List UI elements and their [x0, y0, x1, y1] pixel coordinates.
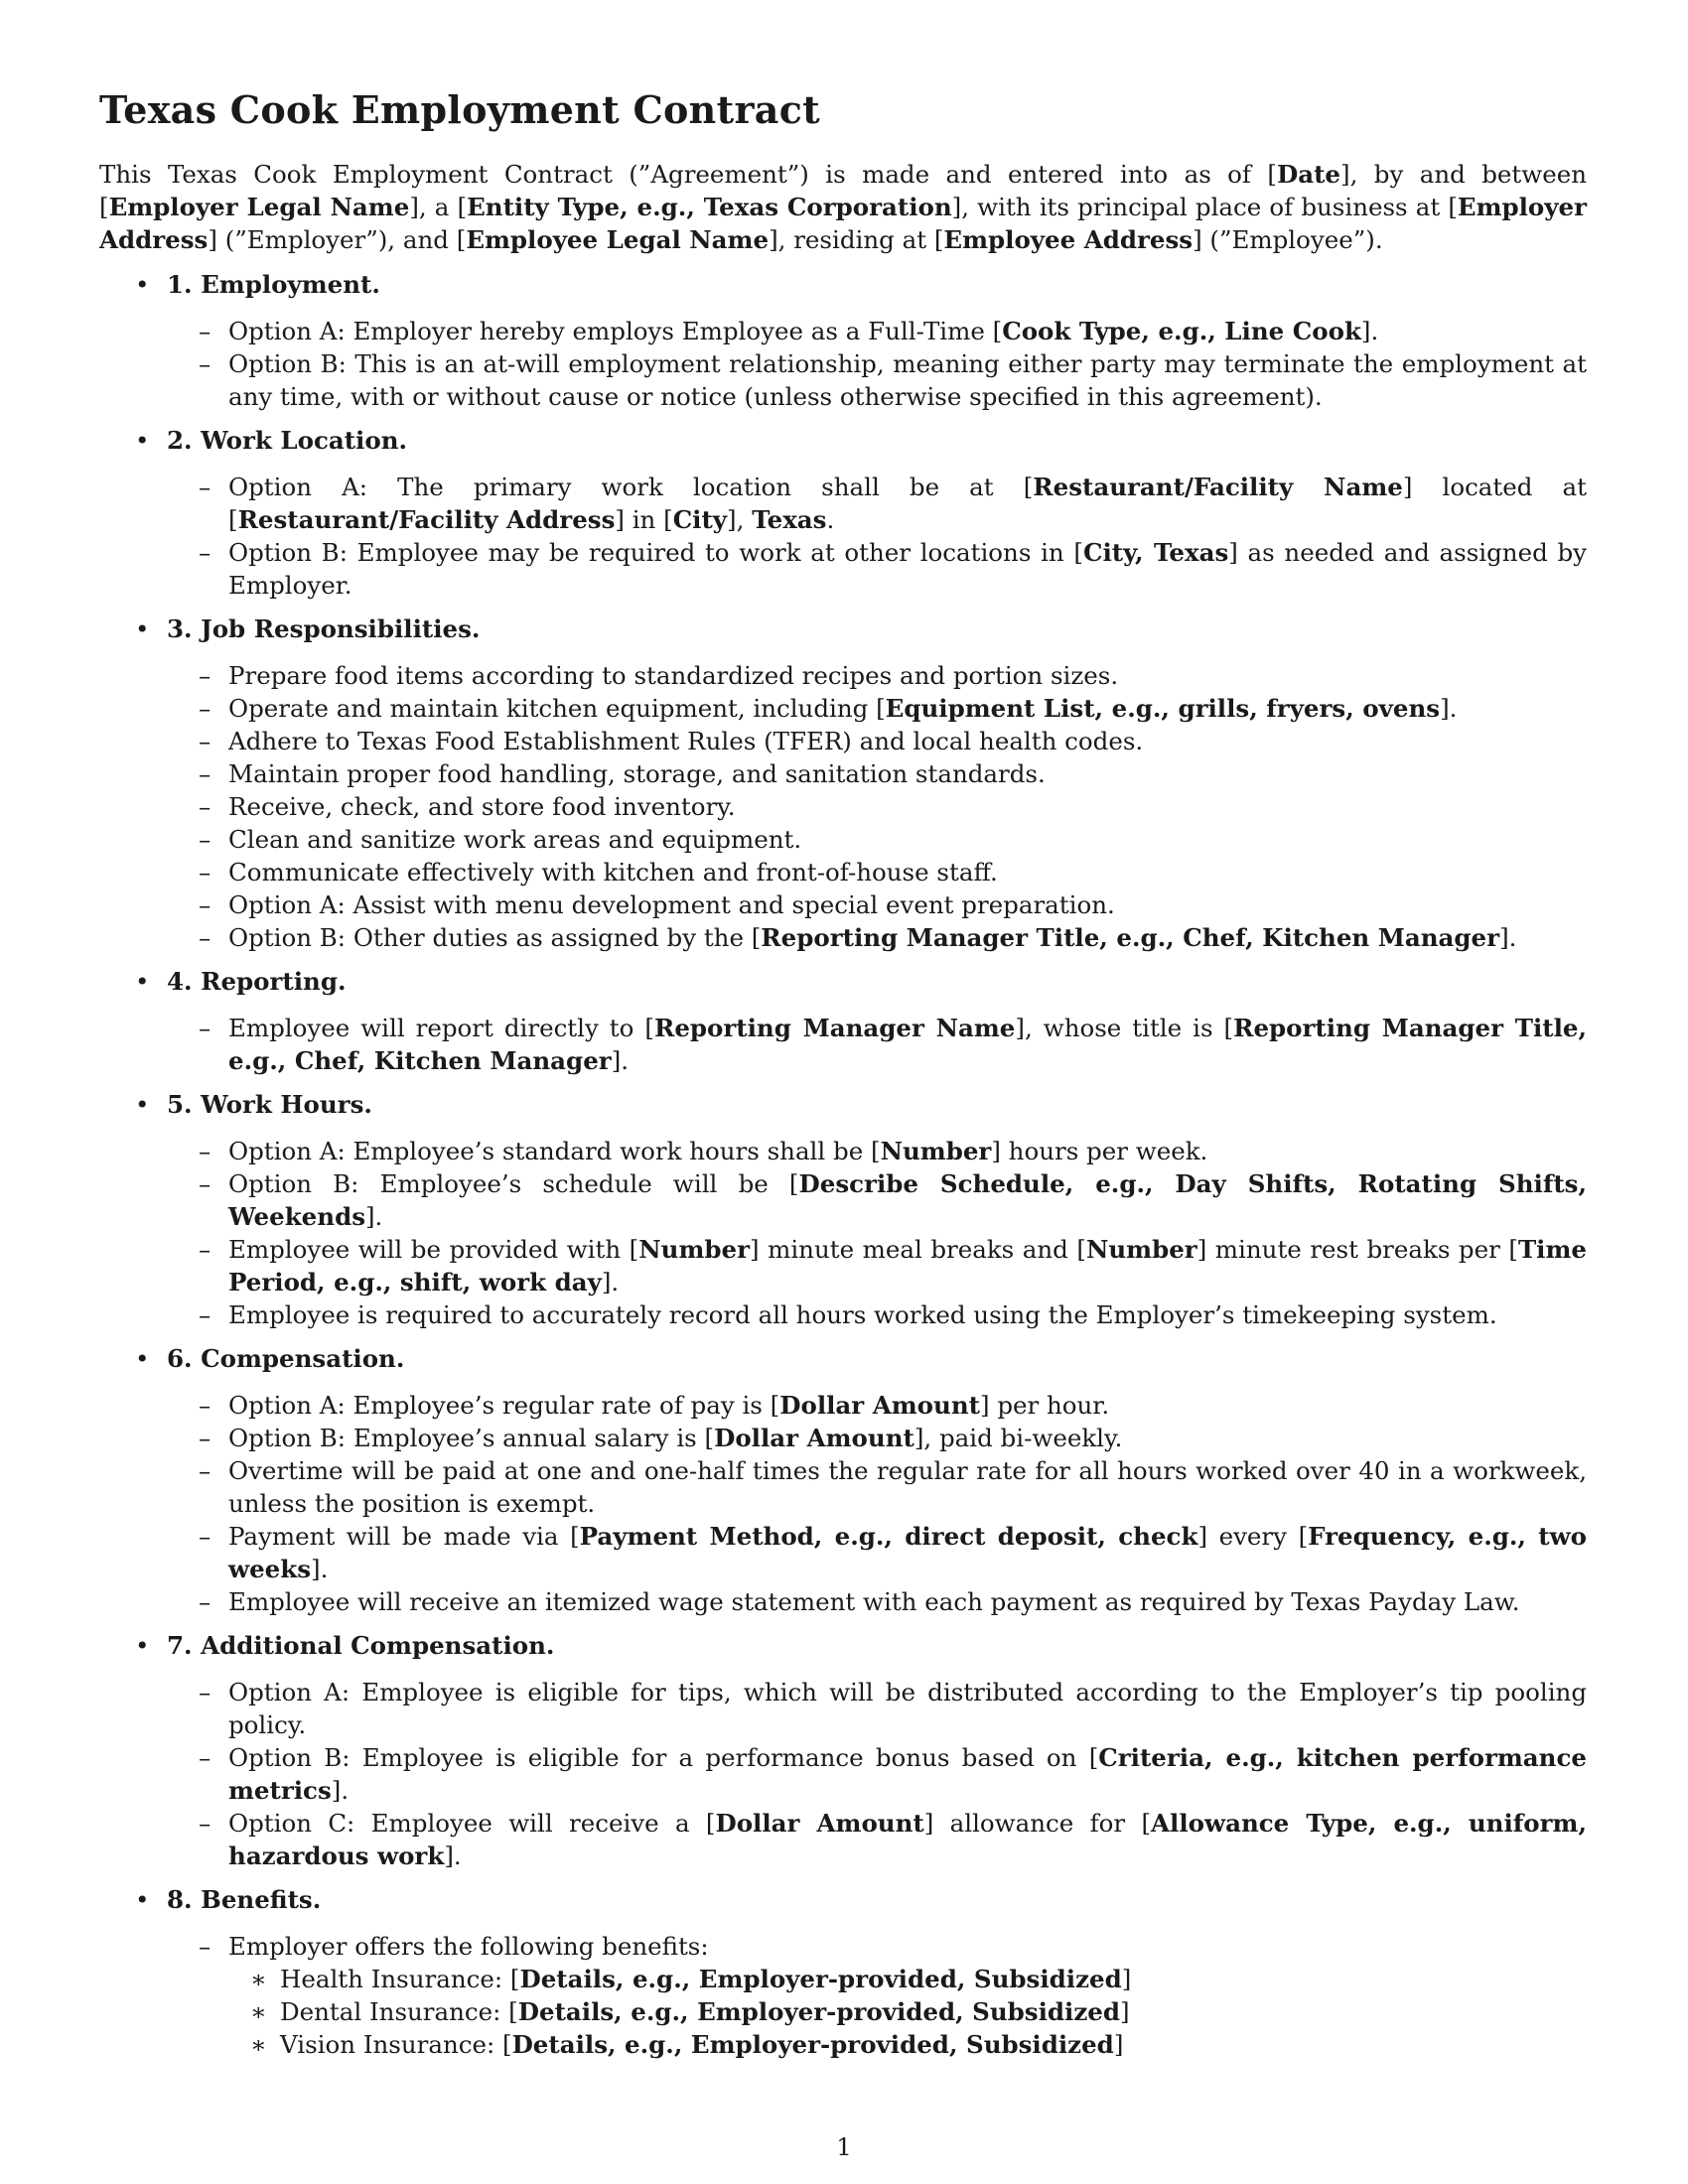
- text-run: ], by and between [: [99, 160, 1587, 221]
- text-run: ]: [1113, 2030, 1124, 2059]
- list-item: [99, 315, 1587, 347]
- sub-list-item: [99, 2028, 1587, 2061]
- text-run: Clean and sanitize work areas and equipment.: [228, 825, 802, 854]
- text-run: ].: [331, 1776, 350, 1805]
- bullet-icon: •: [135, 270, 150, 299]
- list-item: [99, 1422, 1587, 1454]
- bullet-icon: •: [135, 1631, 150, 1660]
- list-item: [99, 856, 1587, 888]
- text-run: Payment will be made via [: [228, 1522, 580, 1551]
- text-run: Prepare food items according to standardized recipes and portion sizes.: [228, 661, 1119, 690]
- dash-bullet-icon: –: [199, 317, 211, 345]
- dash-bullet-icon: –: [199, 825, 211, 854]
- section-heading-text: 1. Employment.: [167, 270, 380, 299]
- text-run: ] located at [: [228, 473, 1587, 534]
- placeholder-field: Employer Legal Name: [108, 193, 410, 221]
- dash-bullet-icon: –: [199, 890, 211, 919]
- text-run: Option B: Employee’s schedule will be [: [228, 1169, 799, 1198]
- dash-bullet-icon: –: [199, 1169, 211, 1198]
- section-item-list: [99, 1930, 1587, 2061]
- text-run: ].: [1499, 923, 1517, 952]
- dash-bullet-icon: –: [199, 1235, 211, 1264]
- text-run: ] hours per week.: [991, 1137, 1208, 1165]
- text-run: ] allowance for [: [923, 1809, 1152, 1838]
- placeholder-field: Dollar Amount: [714, 1424, 914, 1452]
- text-run: ].: [444, 1842, 462, 1870]
- list-item: [99, 921, 1587, 954]
- text-run: ].: [601, 1268, 620, 1297]
- placeholder-field: Details, e.g., Employer-provided, Subsidized: [519, 1965, 1122, 1993]
- text-run: ] per hour.: [979, 1391, 1110, 1420]
- text-run: Adhere to Texas Food Establishment Rules (TFER) and local health codes.: [228, 727, 1144, 755]
- contract-section: [99, 613, 1587, 954]
- list-item: [99, 536, 1587, 602]
- text-run: Maintain proper food handling, storage, and sanitation standards.: [228, 759, 1046, 788]
- list-item: [99, 1741, 1587, 1807]
- bullet-icon: •: [135, 426, 150, 455]
- text-run: Receive, check, and store food inventory.: [228, 792, 736, 821]
- text-run: ], a [: [409, 193, 468, 221]
- list-item: [99, 1807, 1587, 1872]
- sub-list-item: [99, 1963, 1587, 1995]
- text-run: Communicate effectively with kitchen and front-of-house staff.: [228, 858, 998, 887]
- contract-section: [99, 268, 1587, 413]
- section-heading: [99, 1883, 1587, 1916]
- section-item-list: [99, 1135, 1587, 1331]
- dash-bullet-icon: –: [199, 538, 211, 567]
- dash-bullet-icon: –: [199, 1137, 211, 1165]
- text-run: Option A: The primary work location shall be at [: [228, 473, 1034, 501]
- placeholder-field: City, Texas: [1082, 538, 1229, 567]
- placeholder-field: Employee Legal Name: [466, 225, 770, 254]
- text-run: Health Insurance: [: [280, 1965, 520, 1993]
- section-item-list: [99, 1676, 1587, 1872]
- text-run: ]: [1121, 1965, 1132, 1993]
- section-heading-text: 2. Work Location.: [167, 426, 408, 455]
- contract-section: [99, 424, 1587, 602]
- placeholder-field: Reporting Manager Name: [653, 1014, 1016, 1042]
- dash-bullet-icon: –: [199, 1391, 211, 1420]
- page-number: 1: [836, 2132, 852, 2161]
- text-run: Vision Insurance: [: [280, 2030, 512, 2059]
- section-heading-text: 3. Job Responsibilities.: [167, 614, 481, 643]
- dash-bullet-icon: –: [199, 727, 211, 755]
- placeholder-field: Reporting Manager Title, e.g., Chef, Kitchen Manager: [761, 923, 1500, 952]
- list-item: [99, 888, 1587, 921]
- text-run: Operate and maintain kitchen equipment, including [: [228, 694, 886, 723]
- placeholder-field: Dollar Amount: [779, 1391, 980, 1420]
- dash-bullet-icon: –: [199, 1522, 211, 1551]
- text-run: ] (”Employee”).: [1193, 225, 1383, 254]
- list-item: [99, 1930, 1587, 2061]
- placeholder-field: Employer Address: [99, 193, 1587, 254]
- list-item: [99, 1298, 1587, 1331]
- placeholder-field: Restaurant/Facility Address: [237, 505, 616, 534]
- section-heading: [99, 613, 1587, 645]
- placeholder-field: Payment Method, e.g., direct deposit, check: [579, 1522, 1198, 1551]
- sub-item-list: [99, 1963, 1587, 2061]
- dash-bullet-icon: –: [199, 1932, 211, 1961]
- text-run: Employee is required to accurately record all hours worked using the Employer’s timekeeping system.: [228, 1300, 1497, 1329]
- placeholder-field: Number: [1085, 1235, 1197, 1264]
- asterisk-bullet-icon: ∗: [250, 2030, 267, 2059]
- text-run: This Texas Cook Employment Contract (”Agreement”) is made and entered into as of [: [99, 160, 1277, 189]
- text-run: ] minute rest breaks per [: [1196, 1235, 1518, 1264]
- text-run: Employer offers the following benefits:: [228, 1932, 709, 1961]
- contract-section: [99, 1883, 1587, 2061]
- text-run: Employee will be provided with [: [228, 1235, 639, 1264]
- section-heading: [99, 965, 1587, 998]
- list-item: [99, 347, 1587, 413]
- bullet-icon: •: [135, 1885, 150, 1914]
- section-item-list: [99, 315, 1587, 413]
- placeholder-field: Cook Type, e.g., Line Cook: [1002, 317, 1361, 345]
- dash-bullet-icon: –: [199, 858, 211, 887]
- list-item: [99, 790, 1587, 823]
- placeholder-field: Reporting Manager Title, e.g., Chef, Kitchen Manager: [228, 1014, 1588, 1075]
- list-item: [99, 1135, 1587, 1167]
- bullet-icon: •: [135, 614, 150, 643]
- list-item: [99, 1167, 1587, 1233]
- placeholder-field: Entity Type, e.g., Texas Corporation: [467, 193, 952, 221]
- list-item: [99, 1454, 1587, 1520]
- text-run: Option A: Employee’s regular rate of pay is [: [228, 1391, 780, 1420]
- text-run: ] minute meal breaks and [: [750, 1235, 1086, 1264]
- dash-bullet-icon: –: [199, 349, 211, 378]
- text-run: ], residing at [: [769, 225, 944, 254]
- contract-section: [99, 1342, 1587, 1618]
- section-list: [99, 268, 1587, 2061]
- list-item: [99, 1012, 1587, 1077]
- placeholder-field: Restaurant/Facility Name: [1033, 473, 1403, 501]
- list-item: [99, 1520, 1587, 1585]
- text-run: ].: [1440, 694, 1458, 723]
- dash-bullet-icon: –: [199, 1678, 211, 1706]
- text-run: Option A: Employer hereby employs Employee as a Full-Time [: [228, 317, 1003, 345]
- text-run: Option B: This is an at-will employment relationship, meaning either party may terminate the employment at any time, with or without cause or notice (unless otherwise specified in this agreement).: [228, 349, 1587, 411]
- section-heading-text: 5. Work Hours.: [167, 1090, 372, 1119]
- text-run: Option A: Assist with menu development and special event preparation.: [228, 890, 1115, 919]
- dash-bullet-icon: –: [199, 1587, 211, 1616]
- placeholder-field: Equipment List, e.g., grills, fryers, ovens: [885, 694, 1441, 723]
- dash-bullet-icon: –: [199, 1809, 211, 1838]
- list-item: [99, 757, 1587, 790]
- text-run: Option B: Other duties as assigned by the [: [228, 923, 762, 952]
- list-item: [99, 1676, 1587, 1741]
- placeholder-field: Number: [880, 1137, 992, 1165]
- dash-bullet-icon: –: [199, 473, 211, 501]
- dash-bullet-icon: –: [199, 1014, 211, 1042]
- contract-section: [99, 1088, 1587, 1331]
- text-run: ], whose title is [: [1015, 1014, 1234, 1042]
- section-item-list: [99, 471, 1587, 602]
- section-heading: [99, 1088, 1587, 1121]
- bullet-icon: •: [135, 1344, 150, 1373]
- dash-bullet-icon: –: [199, 694, 211, 723]
- text-run: .: [826, 505, 835, 534]
- placeholder-field: Texas: [752, 505, 827, 534]
- text-run: ].: [311, 1555, 329, 1583]
- section-heading: [99, 1342, 1587, 1375]
- placeholder-field: Frequency, e.g., two weeks: [228, 1522, 1587, 1583]
- document-page: [99, 87, 1587, 2072]
- placeholder-field: Employee Address: [943, 225, 1194, 254]
- text-run: Employee will report directly to [: [228, 1014, 654, 1042]
- section-heading: [99, 424, 1587, 457]
- contract-section: [99, 965, 1587, 1077]
- bullet-icon: •: [135, 967, 150, 996]
- text-run: ] as needed and assigned by Employer.: [228, 538, 1588, 600]
- dash-bullet-icon: –: [199, 661, 211, 690]
- text-run: Option B: Employee’s annual salary is [: [228, 1424, 715, 1452]
- list-item: [99, 1233, 1587, 1298]
- placeholder-field: Date: [1276, 160, 1341, 189]
- section-heading-text: 6. Compensation.: [167, 1344, 405, 1373]
- text-run: Option B: Employee is eligible for a performance bonus based on [: [228, 1743, 1099, 1772]
- text-run: Employee will receive an itemized wage statement with each payment as required by Texas Payday Law.: [228, 1587, 1520, 1616]
- placeholder-field: Details, e.g., Employer-provided, Subsidized: [517, 1997, 1120, 2026]
- text-run: ], paid bi-weekly.: [914, 1424, 1123, 1452]
- text-run: ],: [727, 505, 753, 534]
- list-item: [99, 1585, 1587, 1618]
- list-item: [99, 471, 1587, 536]
- section-heading: [99, 268, 1587, 301]
- section-heading-text: 7. Additional Compensation.: [167, 1631, 555, 1660]
- list-item: [99, 823, 1587, 856]
- list-item: [99, 725, 1587, 757]
- dash-bullet-icon: –: [199, 1424, 211, 1452]
- dash-bullet-icon: –: [199, 1300, 211, 1329]
- text-run: Option B: Employee may be required to work at other locations in [: [228, 538, 1083, 567]
- text-run: ].: [611, 1046, 630, 1075]
- text-run: ]: [1119, 1997, 1130, 2026]
- dash-bullet-icon: –: [199, 792, 211, 821]
- placeholder-field: Dollar Amount: [715, 1809, 924, 1838]
- text-run: Option A: Employee’s standard work hours shall be [: [228, 1137, 881, 1165]
- placeholder-field: Describe Schedule, e.g., Day Shifts, Rotating Shifts, Weekends: [228, 1169, 1587, 1231]
- bullet-icon: •: [135, 1090, 150, 1119]
- placeholder-field: Time Period, e.g., shift, work day: [228, 1235, 1587, 1297]
- text-run: Overtime will be paid at one and one-half times the regular rate for all hours worked over 40 in a workweek, unless the position is exempt.: [228, 1456, 1587, 1518]
- text-run: Dental Insurance: [: [280, 1997, 518, 2026]
- section-item-list: [99, 1389, 1587, 1618]
- asterisk-bullet-icon: ∗: [250, 1997, 267, 2026]
- sub-list-item: [99, 1995, 1587, 2028]
- intro-paragraph: [99, 158, 1587, 256]
- placeholder-field: City: [672, 505, 728, 534]
- placeholder-field: Number: [638, 1235, 751, 1264]
- text-run: ] every [: [1197, 1522, 1309, 1551]
- dash-bullet-icon: –: [199, 759, 211, 788]
- placeholder-field: Criteria, e.g., kitchen performance metrics: [228, 1743, 1588, 1805]
- asterisk-bullet-icon: ∗: [250, 1965, 267, 1993]
- dash-bullet-icon: –: [199, 1456, 211, 1485]
- text-run: Option A: Employee is eligible for tips, which will be distributed according to the Employer’s tip pooling policy.: [228, 1678, 1587, 1739]
- text-run: ].: [1360, 317, 1379, 345]
- list-item: [99, 692, 1587, 725]
- dash-bullet-icon: –: [199, 923, 211, 952]
- section-heading-text: 8. Benefits.: [167, 1885, 322, 1914]
- placeholder-field: Details, e.g., Employer-provided, Subsidized: [511, 2030, 1114, 2059]
- dash-bullet-icon: –: [199, 1743, 211, 1772]
- text-run: ], with its principal place of business at [: [951, 193, 1458, 221]
- section-item-list: [99, 1012, 1587, 1077]
- document-title: Texas Cook Employment Contract: [99, 87, 820, 132]
- section-heading-text: 4. Reporting.: [167, 967, 347, 996]
- placeholder-field: Allowance Type, e.g., uniform, hazardous work: [228, 1809, 1587, 1870]
- text-run: ] (”Employer”), and [: [208, 225, 467, 254]
- list-item: [99, 1389, 1587, 1422]
- contract-section: [99, 1629, 1587, 1872]
- text-run: Option C: Employee will receive a [: [228, 1809, 716, 1838]
- list-item: [99, 659, 1587, 692]
- section-item-list: [99, 659, 1587, 954]
- text-run: ].: [365, 1202, 383, 1231]
- text-run: ] in [: [615, 505, 673, 534]
- section-heading: [99, 1629, 1587, 1662]
